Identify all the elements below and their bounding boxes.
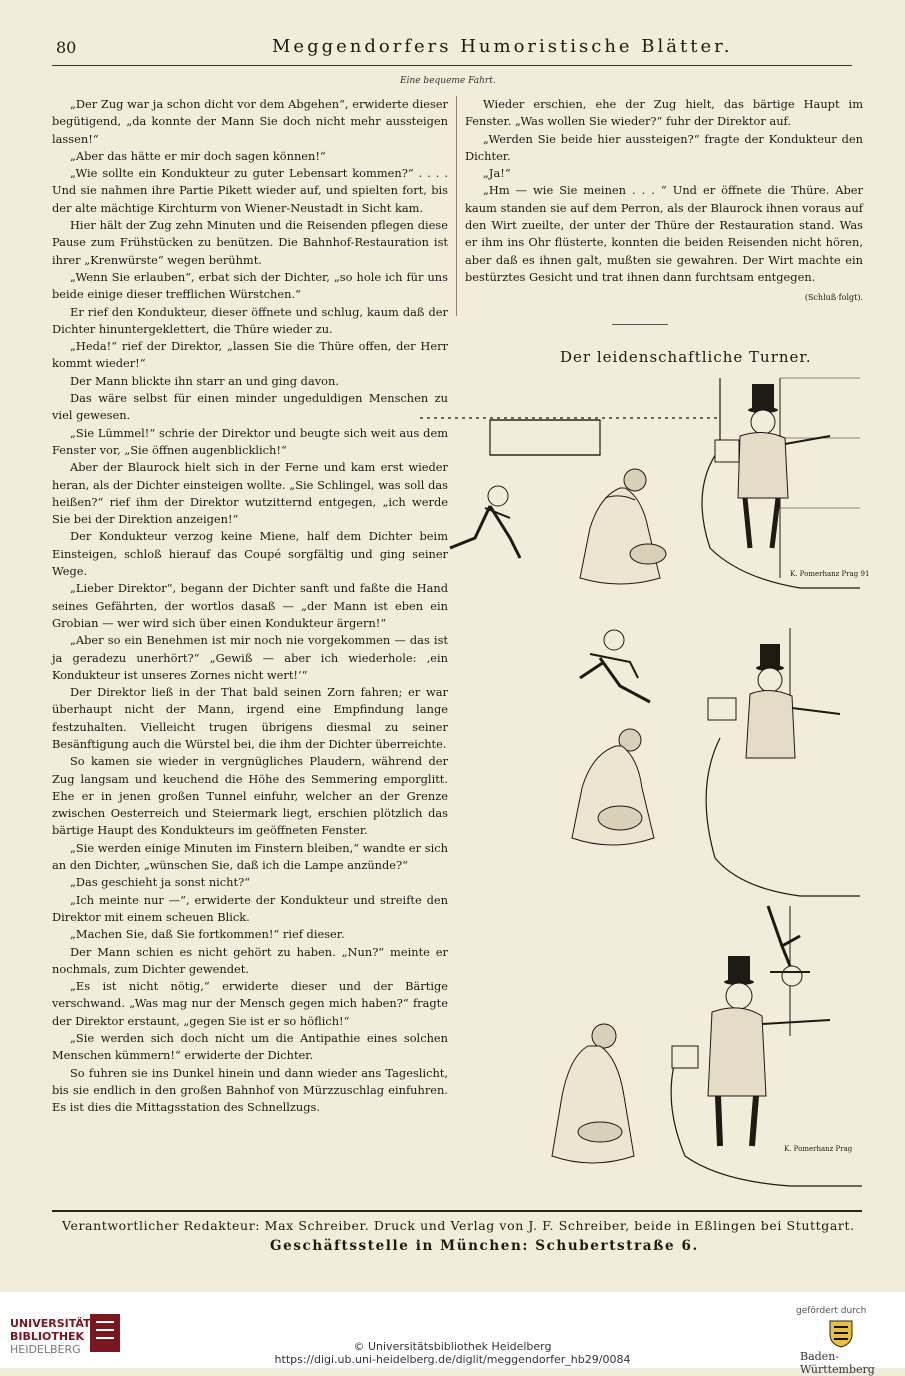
story-title: Eine bequeme Fahrt. — [400, 76, 496, 86]
paragraph: Der Mann blickte ihn starr an und ging davon. — [70, 373, 339, 388]
story-left-column — [52, 96, 448, 1117]
svg-text:K. Pomerhanz Prag 91: K. Pomerhanz Prag 91 — [790, 570, 870, 578]
paragraph: „Wenn Sie erlauben“, erbat sich der Dichter, „so hole ich für uns beide einige dieser trefflichen Würstchen.“ — [52, 269, 448, 302]
journal-title: Meggendorfers Humoristische Blätter. — [272, 36, 733, 57]
paragraph: So kamen sie wieder in vergnügliches Plaudern, während der Zug langsam und keuchend die Höhe des Semmering emporglitt. Ehe er in jenen großen Tunnel einfuhr, welcher an der Grenze zwischen Oesterreich und Steiermark liegt, erschien plötzlich das bärtige Haupt des Kondukteurs im geöffneten Fenster. — [52, 754, 448, 838]
cartoon-panel-3 — [500, 896, 862, 1202]
paragraph: „Ich meinte nur —“, erwiderte der Kondukteur und streifte den Direktor mit einem scheuen Blick. — [52, 892, 448, 924]
paragraph: Der Kondukteur verzog keine Miene, half dem Dichter beim Einsteigen, schloß hierauf das Coupé sorgfältig und ging seiner Wege. — [52, 529, 448, 579]
boy-gymnast-figure — [768, 906, 810, 986]
continuation-note: (Schluß folgt). — [804, 293, 863, 303]
signature-2-text — [784, 1145, 853, 1153]
funder-name: Baden-Württemberg — [800, 1350, 875, 1376]
cartoon-panel-1 — [420, 378, 870, 618]
page-number: 80 — [56, 38, 77, 57]
paragraph: So fuhren sie ins Dunkel hinein und dann wieder ans Tageslicht, bis sie endlich in den großen Bahnhof von Mürzzuschlag einfuhren. Es ist dies die Mittagsstation des Schnellzugs. — [52, 1065, 448, 1115]
section-divider — [612, 324, 668, 325]
signature-1-text — [790, 570, 869, 578]
paragraph: „Lieber Direktor“, begann der Dichter sanft und faßte die Hand seines Gefährten, der wortlos dasaß — „der Mann ist eben ein Grobian — wer wird sich über einen Kondukteur ärgern!“ — [52, 581, 448, 630]
paragraph: „Heda!“ rief der Direktor, „lassen Sie die Thüre offen, der Herr kommt wieder!“ — [52, 339, 448, 371]
svg-text:K. Pomerhanz Prag: K. Pomerhanz Prag — [784, 1145, 853, 1153]
paragraph: Aber der Blaurock hielt sich in der Ferne und kam erst wieder heran, als der Dichter einsteigen wollte. „Sie Schlingel, was soll das heißen?“ rief ihm der Direktor wutzitternd entgegen, „ich werde Sie bei der Direktion anzeigen!“ — [52, 460, 448, 527]
conductor-figure — [708, 644, 840, 758]
paragraph: „Sie werden sich doch nicht um die Antipathie eines solchen Menschen kümmern!“ erwiderte der Dichter. — [52, 1031, 448, 1063]
paragraph: Der Mann schien es nicht gehört zu haben. „Nun?“ meinte er nochmals, zum Dichter gewendet. — [52, 944, 448, 976]
column-divider — [456, 96, 457, 316]
library-name-line3: HEIDELBERG — [10, 1343, 81, 1356]
paragraph: Hier hält der Zug zehn Minuten und die Reisenden pflegen diese Pause zum Frühstücken zu benützen. Die Bahnhof-Restauration ist ihrer „Krenwürste“ wegen berühmt. — [52, 218, 448, 267]
paragraph: Der Direktor ließ in der That bald seinen Zorn fahren; er war überhaupt nicht der Mann, irgend eine Empfindung lange festzuhalten. Vielleicht trugen übrigens diesmal zu seiner Besänftigung auch die Würstel bei, die ihm der Dichter überreichte. — [52, 685, 448, 751]
library-name-line2: BIBLIOTHEK — [10, 1330, 85, 1343]
paragraph: „Ja!“ — [483, 166, 511, 181]
paragraph: Das wäre selbst für einen minder ungeduldigen Menschen zu viel gewesen. — [52, 391, 448, 423]
market-woman-figure — [572, 729, 654, 845]
library-name-line1: UNIVERSITÄTS- — [10, 1317, 104, 1330]
conductor-figure — [672, 956, 830, 1146]
page-header — [52, 36, 852, 66]
paragraph: „Machen Sie, daß Sie fortkommen!“ rief dieser. — [70, 927, 345, 942]
state-coat-of-arms-icon — [826, 1318, 856, 1348]
paragraph: „Wie sollte ein Kondukteur zu guter Lebensart kommen?“ . . . . Und sie nahmen ihre Partie Pikett wieder auf, und spielten fort, bis der alte mächtige Kirchturm von Wiener-Neustadt in Sicht kam. — [52, 166, 448, 215]
cartoon-title: Der leidenschaftliche Turner. — [560, 348, 812, 366]
office-address: Geschäftsstelle in München: Schubertstraße 6. — [270, 1238, 699, 1254]
paragraph: „Es ist nicht nötig,“ erwiderte dieser und der Bärtige verschwand. „Was mag nur der Mensch gegen mich haben?“ fragte der Direktor erstaunt, „gegen Sie ist er so höflich!“ — [52, 979, 448, 1028]
conductor-figure — [715, 384, 830, 548]
paragraph: „Sie Lümmel!“ schrie der Direktor und beugte sich weit aus dem Fenster vor, „Sie öffnen augenblicklich!“ — [52, 425, 448, 457]
imprint-line: Verantwortlicher Redakteur: Max Schreiber. Druck und Verlag von J. F. Schreiber, beide in Eßlingen bei Stuttgart. — [62, 1218, 855, 1233]
cartoon-panel-2 — [520, 628, 860, 908]
paragraph: Wieder erschien, ehe der Zug hielt, das bärtige Haupt im Fenster. „Was wollen Sie wieder?“ fuhr der Direktor auf. — [465, 97, 863, 129]
copyright-notice: © Universitätsbibliothek Heidelberg — [353, 1340, 552, 1353]
story-right-column — [465, 96, 863, 307]
footer-divider — [52, 1210, 862, 1212]
paragraph: „Das geschieht ja sonst nicht?“ — [70, 875, 251, 890]
funding-label: gefördert durch — [796, 1306, 867, 1316]
source-url-link[interactable]: https://digi.ub.uni-heidelberg.de/diglit/meggendorfer_hb29/0084 — [274, 1353, 631, 1366]
paragraph: „Aber das hätte er mir doch sagen können!“ — [70, 148, 326, 163]
paragraph: „Hm — wie Sie meinen . . . “ Und er öffnete die Thüre. Aber kaum standen sie auf dem Perron, als der Blaurock ihnen voraus auf den Wirt zueilte, der unter der Thüre der Restauration stand. Was er ihm ins Ohr flüsterte, konnten die beiden Reisenden nicht hören, aber daß es ihnen galt, mußten sie gewahren. Der Wirt machte ein bestürztes Gesicht und trat ihnen dann furchtsam entgegen. — [465, 183, 863, 284]
paragraph: „Sie werden einige Minuten im Finstern bleiben,“ wandte er sich an den Dichter, „wünschen Sie, daß ich die Lampe anzünde?“ — [52, 840, 448, 873]
boy-gymnast-figure — [450, 486, 520, 558]
paragraph: „Aber so ein Benehmen ist mir noch nie vorgekommen — das ist ja geradezu unerhört?“ „Gewiß — aber ich wiederhole: ‚ein Kondukteur ist unseres Zornes nicht wert!‘“ — [52, 633, 448, 682]
market-woman-figure — [580, 469, 666, 584]
boy-gymnast-figure — [580, 630, 650, 702]
market-woman-figure — [552, 1024, 634, 1163]
paragraph: „Der Zug war ja schon dicht vor dem Abgehen“, erwiderte dieser begütigend, „da konnte der Mann Sie doch nicht mehr aussteigen lassen!“ — [52, 97, 448, 146]
paragraph: Er rief den Kondukteur, dieser öffnete und schlug, kaum daß der Dichter hinuntergeklettert, die Thüre wieder zu. — [52, 304, 448, 336]
paragraph: „Werden Sie beide hier aussteigen?“ fragte der Kondukteur den Dichter. — [465, 131, 863, 163]
